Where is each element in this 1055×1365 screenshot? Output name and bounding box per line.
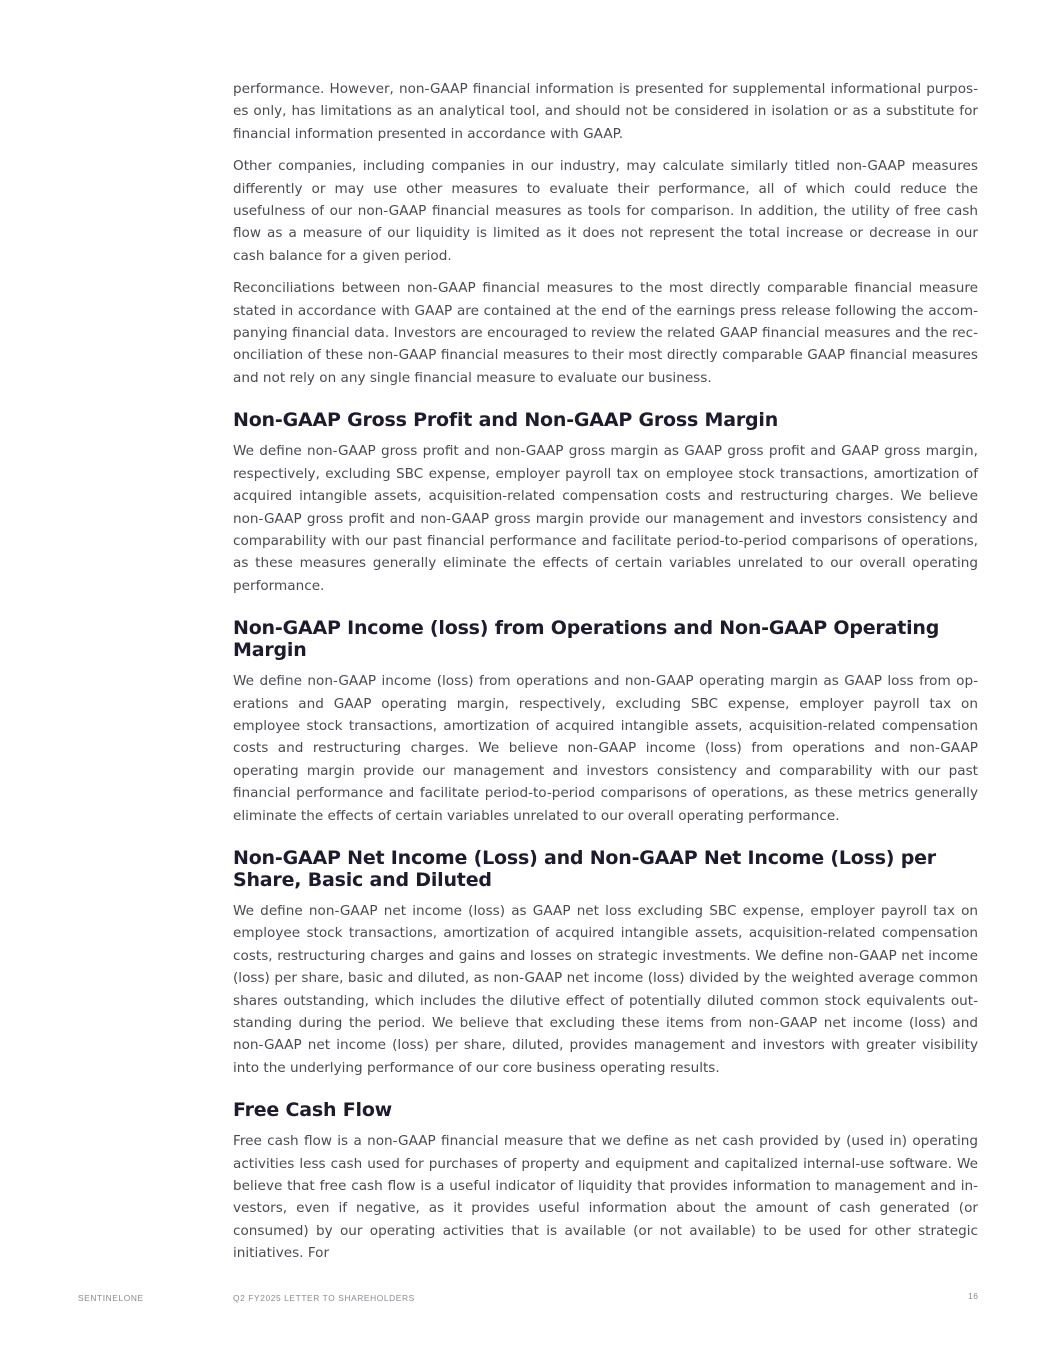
section-body-net-income: We define non-GAAP net income (loss) as GAAP net loss excluding SBC expense, employer payroll tax on employee stock transactions, amortization of acquired intangible assets, acquisition-related compensation costs, restructuring charges and gains and losses on strategic investments. We define non-GAAP net income (loss) per share, basic and diluted, as non-GAAP net income (loss) divided by the weighted average common shares outstanding, which includes the dilutive effect of potentially diluted common stock equivalents outstanding during the period. We believe that excluding these items from non-GAAP net income (loss) and non-GAAP net income (loss) per share, diluted, provides management and investors with greater visibility into the underlying performance of our core business operating results. [233,902,978,1076]
intro-paragraph-2: Other companies, including companies in our industry, may calculate similarly titled non-GAAP measures differently or may use other measures to evaluate their performance, all of which could reduce the usefulness of our non-GAAP financial measures as tools for comparison. In addition, the utility of free cash flow as a measure of our liquidity is limited as it does not represent the total increase or decrease in our cash balance for a given period. [233,158,978,264]
footer-company-name: SENTINELONE [78,1293,144,1303]
section-heading-net-income: Non-GAAP Net Income (Loss) and Non-GAAP Net Income (Loss) per Share, Basic and Diluted [233,846,936,891]
section-body-operating-margin: We define non-GAAP income (loss) from operations and non-GAAP operating margin as GAAP loss from operations and GAAP operating margin, respectively, excluding SBC expense, employer payroll tax on employee stock transactions, amortization of acquired intangible assets, acquisition-related compensation costs and restructuring charges. We believe non-GAAP income (loss) from operations and non-GAAP operating margin provide our management and investors consistency and comparability with our past financial performance and facilitate period-to-period comparisons of operations, as these metrics generally eliminate the effects of certain variables unrelated to our overall operating performance. [233,673,978,824]
intro-paragraph-3: Reconciliations between non-GAAP financial measures to the most directly comparable financial measure stated in accordance with GAAP are contained at the end of the earnings press release following the accompanying financial data. Investors are encouraged to review the related GAAP financial measures and the reconciliation of these non-GAAP financial measures to their most directly comparable GAAP financial measures and not rely on any single financial measure to evaluate our business. [233,280,978,386]
document-body [233,78,978,1275]
footer-page-number: 16 [968,1291,979,1301]
section-body-free-cash-flow: Free cash flow is a non-GAAP financial measure that we define as net cash provided by (used in) operating activities less cash used for purchases of property and equipment and capitalized internal-use software. We believe that free cash flow is a useful indicator of liquidity that provides information to management and investors, even if negative, as it provides useful information about the amount of cash generated (or consumed) by our operating activities that is available (or not available) to be used for other strategic initiatives. For [233,1133,978,1262]
section-body-gross-profit: We define non-GAAP gross profit and non-GAAP gross margin as GAAP gross profit and GAAP gross margin, respectively, excluding SBC expense, employer payroll tax on employee stock transactions, amortization of acquired intangible assets, acquisition-related compensation costs and restructuring charges. We believe non-GAAP gross profit and non-GAAP gross margin provide our management and investors consistency and comparability with our past financial performance and facilitate period-to-period comparisons of operations, as these measures generally eliminate the effects of certain variables unrelated to our overall operating performance. [233,443,978,594]
intro-paragraph-1: performance. However, non-GAAP financial information is presented for supplemental informational purposes only, has limitations as an analytical tool, and should not be considered in isolation or as a substitute for financial information presented in accordance with GAAP. [233,81,978,142]
footer-document-title: Q2 FY2025 LETTER TO SHAREHOLDERS [233,1293,415,1303]
section-heading-operating-margin: Non-GAAP Income (loss) from Operations and Non-GAAP Operating Margin [233,617,940,662]
section-heading-gross-profit: Non-GAAP Gross Profit and Non-GAAP Gross Margin [233,409,779,432]
section-heading-free-cash-flow: Free Cash Flow [233,1099,393,1122]
